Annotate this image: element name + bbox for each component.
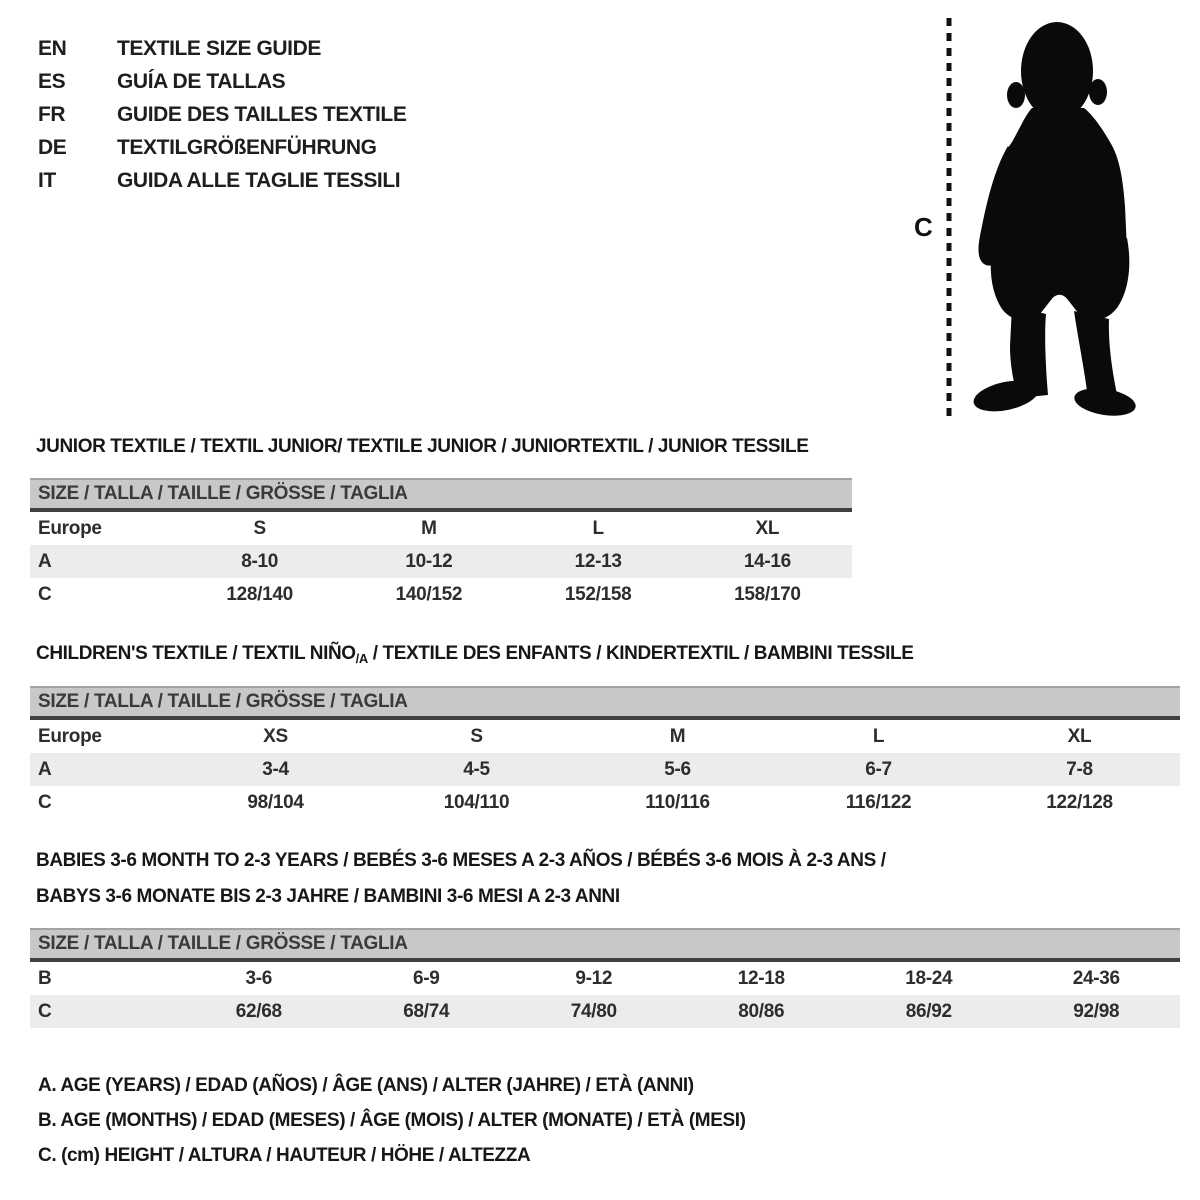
language-title: GUIDE DES TAILLES TEXTILE <box>117 102 407 126</box>
height-measure-label: C <box>914 212 933 242</box>
babies-section-title-line2: BABYS 3-6 MONATE BIS 2-3 JAHRE / BAMBINI 3-6 MESI A 2-3 ANNI <box>36 886 620 907</box>
table-row-age <box>30 545 852 578</box>
language-code: ES <box>38 69 66 93</box>
toddler-silhouette <box>960 16 1152 416</box>
height-cell: 86/92 <box>905 1000 952 1022</box>
age-cell: 4-5 <box>463 758 490 780</box>
language-code: IT <box>38 168 56 192</box>
height-cell: 62/68 <box>235 1000 282 1022</box>
height-cell: 140/152 <box>395 583 463 605</box>
age-cell: 24-36 <box>1072 967 1120 989</box>
height-measure-dashed-line <box>944 18 954 416</box>
size-cell: L <box>592 517 604 539</box>
language-title: TEXTILGRÖßENFÜHRUNG <box>117 135 377 159</box>
height-cell: 158/170 <box>734 583 801 605</box>
size-cell: S <box>253 517 266 539</box>
row-label: C <box>38 791 52 813</box>
height-cell: 116/122 <box>845 791 912 813</box>
babies-section-title-line1: BABIES 3-6 MONTH TO 2-3 YEARS / BEBÉS 3-6 MESES A 2-3 AÑOS / BÉBÉS 3-6 MOIS À 2-3 ANS / <box>36 850 886 871</box>
size-cell: S <box>470 725 483 747</box>
row-label: C <box>38 583 52 605</box>
row-label: Europe <box>38 517 102 539</box>
size-cell: XS <box>263 725 288 747</box>
age-cell: 3-6 <box>245 967 273 989</box>
junior-section-title: JUNIOR TEXTILE / TEXTIL JUNIOR/ TEXTILE JUNIOR / JUNIORTEXTIL / JUNIOR TESSILE <box>36 436 809 457</box>
table-row-height <box>30 995 1180 1028</box>
height-cell: 152/158 <box>564 583 632 605</box>
age-cell: 12-13 <box>574 550 622 572</box>
baby-head <box>1021 22 1093 120</box>
children-title-sub: /A <box>355 651 368 666</box>
language-row-es <box>38 65 406 98</box>
table-row-europe <box>30 720 1180 753</box>
size-table-header <box>30 478 852 512</box>
language-code: DE <box>38 135 67 159</box>
baby-shorts <box>991 238 1130 321</box>
language-row-fr <box>38 98 406 131</box>
language-title: TEXTILE SIZE GUIDE <box>117 36 321 60</box>
table-row-height <box>30 578 852 611</box>
age-cell: 5-6 <box>664 758 691 780</box>
height-cell: 80/86 <box>738 1000 785 1022</box>
height-cell: 110/116 <box>645 791 710 813</box>
row-label: A <box>38 550 52 572</box>
table-row-age <box>30 753 1180 786</box>
size-table-header-label: SIZE / TALLA / TAILLE / GRÖSSE / TAGLIA <box>38 933 408 954</box>
height-cell: 98/104 <box>247 791 304 813</box>
row-label: A <box>38 758 52 780</box>
height-cell: 104/110 <box>443 791 510 813</box>
age-cell: 7-8 <box>1066 758 1093 780</box>
table-row-europe <box>30 512 852 545</box>
language-code: EN <box>38 36 67 60</box>
height-cell: 92/98 <box>1073 1000 1120 1022</box>
language-row-it <box>38 164 406 197</box>
age-cell: 10-12 <box>405 550 453 572</box>
size-table-header-label: SIZE / TALLA / TAILLE / GRÖSSE / TAGLIA <box>38 691 408 712</box>
table-row-months <box>30 962 1180 995</box>
language-code: FR <box>38 102 66 126</box>
age-cell: 6-9 <box>412 967 440 989</box>
height-cell: 122/128 <box>1046 791 1113 813</box>
table-row-height <box>30 786 1180 819</box>
legend-item-b: B. AGE (MONTHS) / EDAD (MESES) / ÂGE (MOIS) / ALTER (MONATE) / ETÀ (MESI) <box>38 1109 746 1131</box>
junior-size-table <box>30 478 852 611</box>
size-cell: XL <box>755 517 780 539</box>
language-row-de <box>38 131 406 164</box>
age-cell: 14-16 <box>743 550 791 572</box>
size-cell: L <box>872 725 885 747</box>
size-cell: M <box>421 517 437 539</box>
height-cell: 68/74 <box>403 1000 450 1022</box>
children-title-prefix: CHILDREN'S TEXTILE / TEXTIL NIÑO <box>36 643 356 664</box>
age-cell: 6-7 <box>865 758 892 780</box>
baby-foot-right <box>1072 384 1137 416</box>
language-list <box>38 32 406 197</box>
size-cell: M <box>669 725 686 747</box>
baby-ear-right <box>1089 79 1107 105</box>
size-table-header <box>30 928 1180 962</box>
language-title: GUÍA DE TALLAS <box>117 69 286 93</box>
baby-ear-left <box>1007 82 1025 108</box>
babies-size-table <box>30 928 1180 1028</box>
height-cell: 128/140 <box>226 583 293 605</box>
size-table-header-label: SIZE / TALLA / TAILLE / GRÖSSE / TAGLIA <box>38 483 408 504</box>
size-cell: XL <box>1067 725 1092 747</box>
language-title: GUIDA ALLE TAGLIE TESSILI <box>117 168 401 192</box>
age-cell: 18-24 <box>905 967 953 989</box>
age-cell: 3-4 <box>262 758 289 780</box>
legend <box>38 1068 746 1173</box>
legend-item-c: C. (cm) HEIGHT / ALTURA / HAUTEUR / HÖHE / ALTEZZA <box>38 1144 531 1166</box>
age-cell: 12-18 <box>737 967 785 989</box>
children-title-suffix: / TEXTILE DES ENFANTS / KINDERTEXTIL / BAMBINI TESSILE <box>367 643 914 664</box>
height-cell: 74/80 <box>570 1000 617 1022</box>
age-cell: 9-12 <box>575 967 613 989</box>
row-label: C <box>38 1000 52 1022</box>
children-size-table <box>30 686 1180 819</box>
row-label: B <box>38 967 52 989</box>
legend-item-a: A. AGE (YEARS) / EDAD (AÑOS) / ÂGE (ANS) / ALTER (JAHRE) / ETÀ (ANNI) <box>38 1074 694 1096</box>
age-cell: 8-10 <box>241 550 279 572</box>
language-row-en <box>38 32 406 65</box>
children-section-title <box>36 643 913 666</box>
row-label: Europe <box>38 725 102 747</box>
size-table-header <box>30 686 1180 720</box>
